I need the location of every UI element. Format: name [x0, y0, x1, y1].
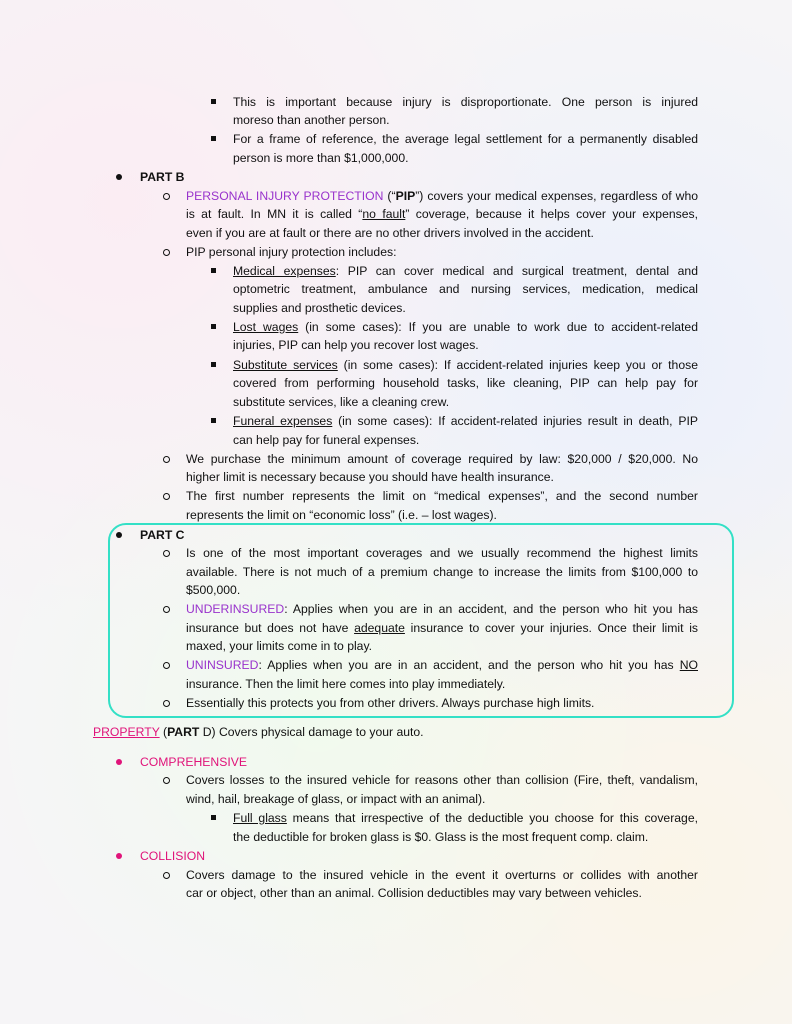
list-item: covered from performing household tasks, like cleaning, PIP can help pay for — [233, 376, 698, 390]
list-item: Covers damage to the insured vehicle in the event it overturns or collides with another — [186, 868, 698, 882]
circle-bullet-icon — [163, 662, 170, 669]
medical-expenses-term: Medical expenses — [233, 264, 336, 278]
list-item — [186, 657, 698, 673]
pink-disc-bullet-icon — [116, 759, 122, 765]
list-item: even if you are at fault or there are no other drivers involved in the accident. — [186, 226, 594, 240]
list-item: We purchase the minimum amount of coverage required by law: $20,000 / $20,000. No — [186, 452, 698, 466]
adequate-term: adequate — [354, 621, 405, 635]
text: (in some cases): If you are unable to work due to accident-related — [298, 320, 698, 334]
funeral-expenses-term: Funeral expenses — [233, 414, 333, 428]
square-bullet-icon — [211, 418, 216, 423]
text: : Applies when you are in an accident, and the person who hit you has — [258, 658, 680, 672]
circle-bullet-icon — [163, 193, 170, 200]
text: D) Covers physical damage to your auto. — [199, 725, 424, 739]
list-item: $500,000. — [186, 583, 241, 597]
text: is at fault. In MN it is called “ — [186, 207, 363, 221]
list-item: represents the limit on “economic loss” (i.e. – lost wages). — [186, 508, 497, 522]
part-label: PART — [167, 725, 200, 739]
square-bullet-icon — [211, 136, 216, 141]
text: : PIP can cover medical and surgical treatment, dental and — [335, 264, 698, 278]
list-item — [186, 601, 698, 617]
text: insurance but does not have — [186, 621, 355, 635]
list-item — [233, 810, 698, 826]
text: ” coverage, because it helps cover your expenses, — [405, 207, 698, 221]
list-item: moreso than another person. — [233, 113, 390, 127]
list-item: PIP personal injury protection includes: — [186, 245, 397, 259]
list-item — [186, 188, 698, 204]
circle-bullet-icon — [163, 249, 170, 256]
collision-heading: COLLISION — [140, 849, 206, 863]
list-item: This is important because injury is disproportionate. One person is injured — [233, 95, 698, 109]
part-c-heading: PART C — [140, 528, 185, 542]
circle-bullet-icon — [163, 550, 170, 557]
property-term: PROPERTY — [93, 725, 160, 739]
text: ”) covers your medical expenses, regardless of who — [415, 189, 698, 203]
list-item — [233, 263, 698, 279]
circle-bullet-icon — [163, 456, 170, 463]
list-item — [186, 206, 698, 222]
list-item: supplies and prosthetic devices. — [233, 301, 406, 315]
lost-wages-term: Lost wages — [233, 320, 299, 334]
circle-bullet-icon — [163, 777, 170, 784]
text: means that irrespective of the deductible you choose for this coverage, — [286, 811, 698, 825]
text: ( — [159, 725, 168, 739]
substitute-services-term: Substitute services — [233, 358, 338, 372]
list-item: Essentially this protects you from other drivers. Always purchase high limits. — [186, 696, 595, 710]
pip-abbr: PIP — [395, 189, 416, 203]
circle-bullet-icon — [163, 700, 170, 707]
square-bullet-icon — [211, 815, 216, 820]
text: (“ — [383, 189, 396, 203]
no-fault-term: no fault — [362, 207, 406, 221]
list-item: can help pay for funeral expenses. — [233, 433, 420, 447]
list-item: Covers losses to the insured vehicle for reasons other than collision (Fire, theft, vandalism, — [186, 773, 698, 787]
list-item: car or object, other than an animal. Collision deductibles may vary between vehicles. — [186, 886, 642, 900]
list-item — [233, 413, 698, 429]
circle-bullet-icon — [163, 493, 170, 500]
no-term: NO — [679, 658, 698, 672]
list-item: higher limit is necessary because you should have health insurance. — [186, 470, 554, 484]
list-item: optometric treatment, ambulance and nursing services, medication, medical — [233, 282, 698, 296]
list-item: insurance. Then the limit here comes into play immediately. — [186, 677, 506, 691]
list-item: injuries, PIP can help you recover lost wages. — [233, 338, 479, 352]
list-item: maxed, your limits come in to play. — [186, 639, 373, 653]
list-item — [233, 319, 698, 335]
circle-bullet-icon — [163, 606, 170, 613]
square-bullet-icon — [211, 268, 216, 273]
list-item: person is more than $1,000,000. — [233, 151, 409, 165]
list-item — [186, 620, 698, 636]
list-item: The first number represents the limit on “medical expenses”, and the second number — [186, 489, 698, 503]
part-b-heading: PART B — [140, 170, 185, 184]
comprehensive-heading: COMPREHENSIVE — [140, 755, 247, 769]
list-item — [233, 357, 698, 373]
pip-term: PERSONAL INJURY PROTECTION — [186, 189, 384, 203]
property-heading — [93, 724, 424, 740]
pink-disc-bullet-icon — [116, 853, 122, 859]
list-item: substitute services, like a cleaning crew. — [233, 395, 450, 409]
list-item: Is one of the most important coverages and we usually recommend the highest limits — [186, 546, 698, 560]
disc-bullet-icon — [116, 532, 122, 538]
list-item: available. There is not much of a premium change to increase the limits from $100,000 to — [186, 565, 698, 579]
text: (in some cases): If accident-related injuries result in death, PIP — [332, 414, 698, 428]
underinsured-term: UNDERINSURED — [186, 602, 285, 616]
square-bullet-icon — [211, 362, 216, 367]
square-bullet-icon — [211, 99, 216, 104]
square-bullet-icon — [211, 324, 216, 329]
text: (in some cases): If accident-related injuries keep you or those — [337, 358, 698, 372]
full-glass-term: Full glass — [233, 811, 287, 825]
list-item: wind, hail, breakage of glass, or impact with an animal). — [186, 792, 486, 806]
list-item: For a frame of reference, the average legal settlement for a permanently disabled — [233, 132, 698, 146]
disc-bullet-icon — [116, 174, 122, 180]
list-item: the deductible for broken glass is $0. Glass is the most frequent comp. claim. — [233, 830, 649, 844]
text: : Applies when you are in an accident, and the person who hit you has — [284, 602, 698, 616]
uninsured-term: UNINSURED — [186, 658, 259, 672]
text: insurance to cover your injuries. Once their limit is — [404, 621, 699, 635]
circle-bullet-icon — [163, 872, 170, 879]
